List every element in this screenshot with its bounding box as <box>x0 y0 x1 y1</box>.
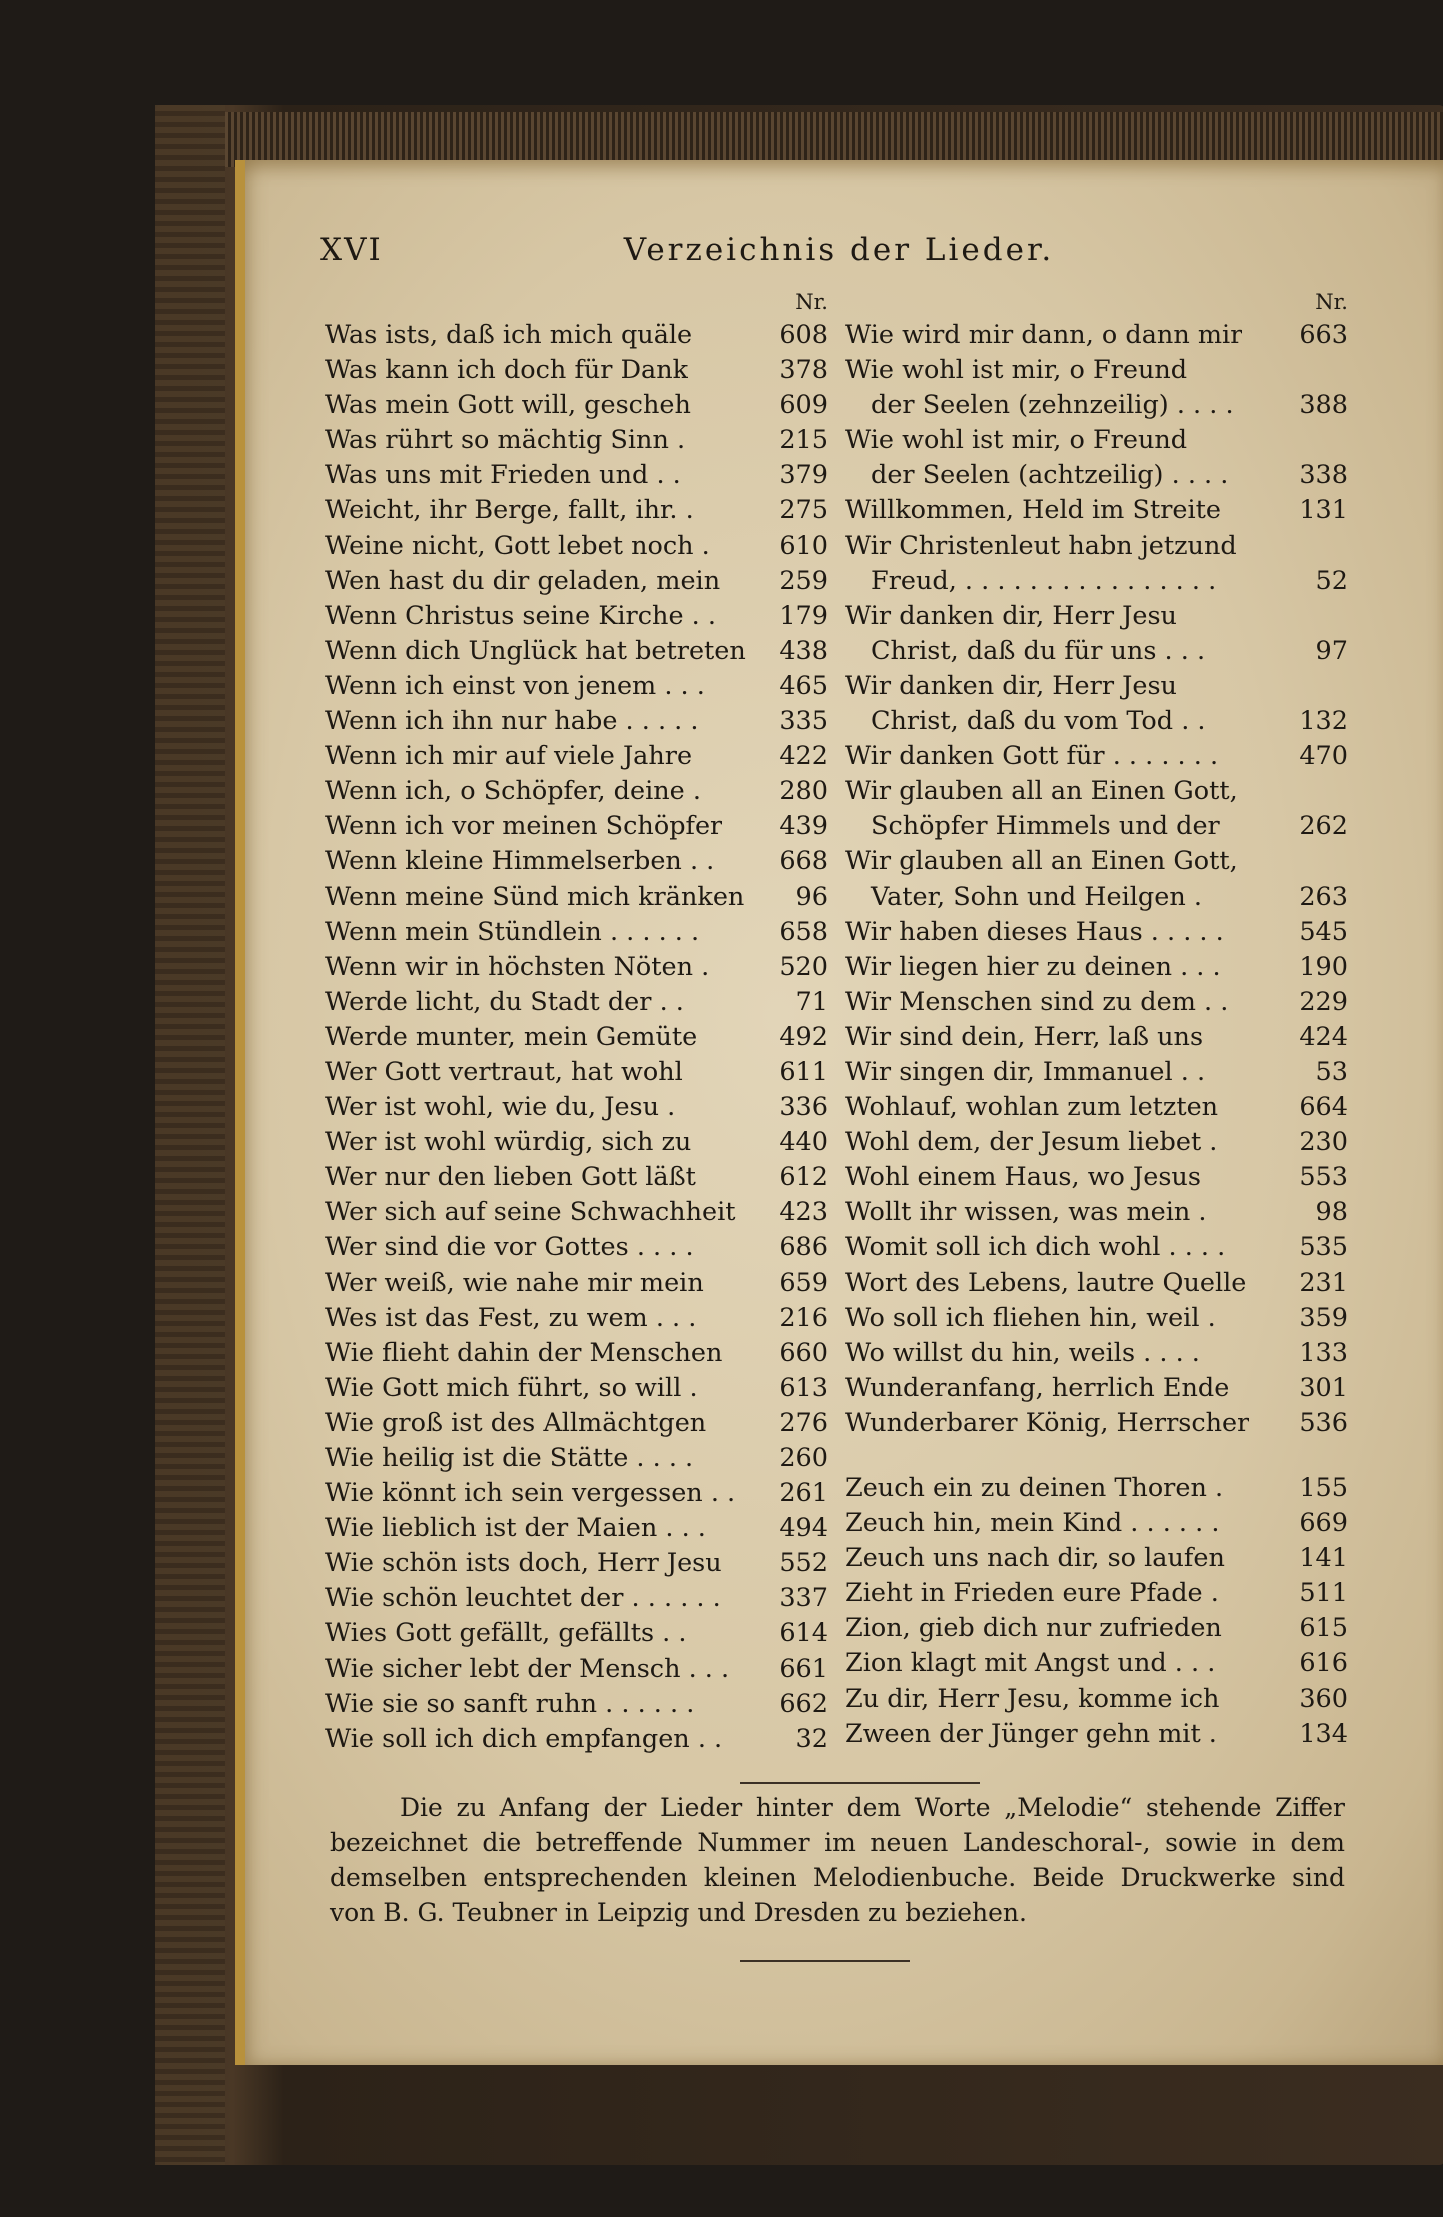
entry-title: Wer sind die vor Gottes . . . . <box>325 1232 694 1263</box>
entry-title: Zween der Jünger gehn mit . <box>845 1718 1217 1749</box>
index-entry <box>325 423 828 458</box>
entry-number: 440 <box>779 1127 828 1158</box>
index-entry <box>325 1160 828 1195</box>
index-entry <box>325 1266 828 1301</box>
entry-number: 276 <box>779 1407 828 1438</box>
index-entry <box>845 1717 1348 1752</box>
entry-number: 259 <box>779 565 828 596</box>
index-entry <box>325 669 828 704</box>
index-entry <box>845 1160 1348 1195</box>
index-entry <box>845 423 1348 458</box>
entry-title: Womit soll ich dich wohl . . . . <box>845 1232 1226 1263</box>
entry-number: 388 <box>1299 390 1348 421</box>
index-entry <box>845 1471 1348 1506</box>
index-entry <box>325 1511 828 1546</box>
column-head: Nr. <box>795 290 828 314</box>
index-entry <box>845 985 1348 1020</box>
entry-number: 32 <box>795 1723 828 1754</box>
entry-title: Christ, daß du für uns . . . <box>871 635 1206 666</box>
entry-title: Wir danken dir, Herr Jesu <box>845 600 1177 631</box>
entry-title: Wen hast du dir geladen, mein <box>325 565 721 596</box>
column-head: Nr. <box>1315 290 1348 314</box>
entry-number: 492 <box>779 1021 828 1052</box>
index-entry <box>325 774 828 809</box>
entry-title: Zion klagt mit Angst und . . . <box>845 1648 1216 1679</box>
entry-title: Wir singen dir, Immanuel . . <box>845 1056 1206 1087</box>
entry-number: 379 <box>779 460 828 491</box>
index-entry <box>325 1616 828 1651</box>
entry-number: 613 <box>779 1372 828 1403</box>
entry-title: Wenn wir in höchsten Nöten . <box>325 951 710 982</box>
entry-title: Wer Gott vertraut, hat wohl <box>325 1056 683 1087</box>
entry-title: Wie groß ist des Allmächtgen <box>325 1407 707 1438</box>
entry-title: Wie heilig ist die Stätte . . . . <box>325 1443 694 1473</box>
entry-title: Wie wird mir dann, o dann mir <box>845 320 1243 350</box>
entry-number: 216 <box>779 1302 828 1333</box>
divider-rule <box>740 1960 910 1962</box>
entry-number: 424 <box>1299 1021 1348 1052</box>
entry-title: Wir sind dein, Herr, laß uns <box>845 1021 1204 1052</box>
index-entry <box>325 985 828 1020</box>
index-entry <box>325 1020 828 1055</box>
index-entry <box>845 1541 1348 1576</box>
divider-rule <box>740 1782 980 1784</box>
right-column <box>845 290 1348 1752</box>
entry-title: Zion, gieb dich nur zufrieden <box>845 1613 1222 1644</box>
index-entry <box>845 1020 1348 1055</box>
entry-number: 230 <box>1299 1127 1348 1158</box>
footnote: Die zu Anfang der Lieder hinter dem Worte „Melodie“ stehende Ziffer bezeichnet die betreffende Nummer im neuen Landeschoral-, sowie in dem demselben entsprechenden kleinen Melodienbuche. Beide Druckwerke sind von B. G. Teubner in Leipzig und Dresden zu beziehen. <box>330 1793 1345 1927</box>
entry-number: 215 <box>779 425 828 456</box>
index-entry <box>845 318 1348 353</box>
entry-title: Wir haben dieses Haus . . . . . <box>845 916 1224 947</box>
entry-title: Wie sicher lebt der Mensch . . . <box>325 1653 730 1684</box>
index-entry <box>845 950 1348 985</box>
entry-number: 610 <box>779 530 828 561</box>
entry-number: 263 <box>1299 881 1348 912</box>
entry-title: Wie flieht dahin der Menschen <box>325 1337 723 1368</box>
index-entry <box>325 388 828 423</box>
entry-number: 686 <box>779 1232 828 1263</box>
index-entry <box>845 1611 1348 1646</box>
entry-title: Wies Gott gefällt, gefällts . . <box>325 1618 687 1649</box>
index-entry <box>845 915 1348 950</box>
entry-title: Wer weiß, wie nahe mir mein <box>325 1267 704 1298</box>
entry-title: Zeuch ein zu deinen Thoren . <box>845 1473 1224 1503</box>
gilt-edge <box>235 160 245 2065</box>
entry-title: Wenn kleine Himmelserben . . <box>325 846 715 877</box>
index-entry <box>845 353 1348 388</box>
index-entry <box>325 1652 828 1687</box>
entry-title: Wie sie so sanft ruhn . . . . . . <box>325 1688 695 1719</box>
entry-number: 360 <box>1299 1683 1348 1714</box>
entry-number: 662 <box>779 1688 828 1719</box>
entry-number: 96 <box>795 881 828 912</box>
entry-title: Wer nur den lieben Gott läßt <box>325 1162 696 1193</box>
index-entry <box>325 809 828 844</box>
entry-number: 668 <box>779 846 828 877</box>
index-entry <box>325 564 828 599</box>
book-page <box>235 160 1443 2065</box>
entry-title: Vater, Sohn und Heilgen . <box>871 881 1202 912</box>
entry-number: 616 <box>1299 1648 1348 1679</box>
index-entry <box>845 669 1348 704</box>
index-entry <box>325 1230 828 1265</box>
index-entry <box>845 458 1348 493</box>
entry-number: 658 <box>779 916 828 947</box>
entry-title: Was rührt so mächtig Sinn . <box>325 425 686 456</box>
entry-number: 660 <box>779 1337 828 1368</box>
entry-number: 260 <box>779 1443 828 1473</box>
entry-number: 465 <box>779 670 828 701</box>
entry-number: 359 <box>1299 1302 1348 1333</box>
entry-number: 609 <box>779 390 828 421</box>
index-entry <box>325 844 828 879</box>
index-entry <box>325 493 828 528</box>
entry-number: 190 <box>1299 951 1348 982</box>
entry-title: Wo willst du hin, weils . . . . <box>845 1337 1200 1368</box>
index-entry <box>845 599 1348 634</box>
entry-number: 661 <box>779 1653 828 1684</box>
entry-title: Werde munter, mein Gemüte <box>325 1021 698 1052</box>
entry-number: 261 <box>779 1478 828 1509</box>
index-entry <box>845 1506 1348 1541</box>
index-entry <box>325 1055 828 1090</box>
page-block-top-edge <box>225 112 1443 167</box>
entry-title: Wenn mein Stündlein . . . . . . <box>325 916 700 947</box>
entry-number: 520 <box>779 951 828 982</box>
index-entry <box>325 1336 828 1371</box>
index-entry <box>845 1682 1348 1717</box>
entry-title: Wenn ich ihn nur habe . . . . . <box>325 706 699 737</box>
entry-title: Wie wohl ist mir, o Freund <box>845 425 1188 456</box>
entry-number: 439 <box>779 811 828 842</box>
entry-title: Wir liegen hier zu deinen . . . <box>845 951 1221 982</box>
entry-number: 275 <box>779 495 828 526</box>
index-entry <box>845 1336 1348 1371</box>
entry-title: Wohlauf, wohlan zum letzten <box>845 1092 1219 1123</box>
entry-number: 134 <box>1299 1718 1348 1749</box>
index-entry <box>845 1371 1348 1406</box>
index-entry <box>845 1055 1348 1090</box>
entry-title: Wir Menschen sind zu dem . . <box>845 986 1229 1017</box>
index-entry <box>325 458 828 493</box>
entry-number: 545 <box>1299 916 1348 947</box>
entry-title: Was uns mit Frieden und . . <box>325 460 681 491</box>
entry-number: 536 <box>1299 1407 1348 1438</box>
entry-title: Zeuch hin, mein Kind . . . . . . <box>845 1508 1220 1539</box>
entry-title: Wes ist das Fest, zu wem . . . <box>325 1302 697 1333</box>
entry-number: 494 <box>779 1513 828 1544</box>
entry-title: Wie könnt ich sein vergessen . . <box>325 1478 736 1509</box>
entry-number: 132 <box>1299 706 1348 737</box>
entry-number: 131 <box>1299 495 1348 526</box>
entry-title: Christ, daß du vom Tod . . <box>871 706 1206 737</box>
index-entry <box>325 1301 828 1336</box>
index-entry <box>845 739 1348 774</box>
page-number: XVI <box>320 232 383 268</box>
entry-title: Freud, . . . . . . . . . . . . . . . . <box>871 565 1217 596</box>
entry-title: Werde licht, du Stadt der . . <box>325 986 684 1017</box>
entry-title: Wir danken dir, Herr Jesu <box>845 670 1177 701</box>
entry-number: 98 <box>1315 1197 1348 1228</box>
entry-number: 612 <box>779 1162 828 1193</box>
index-entry <box>325 880 828 915</box>
entry-number: 422 <box>779 741 828 772</box>
entry-title: Zu dir, Herr Jesu, komme ich <box>845 1683 1220 1714</box>
index-entry <box>845 774 1348 809</box>
entry-title: der Seelen (achtzeilig) . . . . <box>871 460 1229 491</box>
entry-number: 53 <box>1315 1056 1348 1087</box>
entry-title: Wie schön leuchtet der . . . . . . <box>325 1583 721 1614</box>
entry-title: Wie Gott mich führt, so will . <box>325 1372 698 1403</box>
left-column <box>325 290 828 1757</box>
entry-number: 338 <box>1299 460 1348 491</box>
entry-number: 97 <box>1315 635 1348 666</box>
index-entry <box>325 1371 828 1406</box>
index-entry <box>325 1722 828 1757</box>
entry-title: Wenn dich Unglück hat betreten <box>325 635 746 666</box>
entry-title: Wer ist wohl würdig, sich zu <box>325 1127 692 1158</box>
index-entry <box>325 704 828 739</box>
entry-number: 262 <box>1299 811 1348 842</box>
entry-title: Wenn meine Sünd mich kränken <box>325 881 745 912</box>
entry-number: 229 <box>1299 986 1348 1017</box>
entry-number: 423 <box>779 1197 828 1228</box>
page-header <box>320 232 1358 272</box>
index-entry <box>845 1576 1348 1611</box>
index-entry <box>325 318 828 353</box>
index-entry <box>325 599 828 634</box>
index-entry <box>325 1581 828 1616</box>
entry-title: Zeuch uns nach dir, so laufen <box>845 1543 1225 1574</box>
entry-title: Wohl dem, der Jesum liebet . <box>845 1127 1218 1158</box>
entry-number: 231 <box>1299 1267 1348 1298</box>
entry-title: Zieht in Frieden eure Pfade . <box>845 1578 1219 1609</box>
index-entry <box>325 1406 828 1441</box>
index-entry <box>325 739 828 774</box>
entry-number: 470 <box>1299 741 1348 772</box>
entry-title: Wunderanfang, herrlich Ende <box>845 1372 1230 1403</box>
entry-number: 535 <box>1299 1232 1348 1263</box>
entry-number: 378 <box>779 355 828 386</box>
entry-title: Wenn ich mir auf viele Jahre <box>325 741 693 772</box>
index-entry <box>325 1546 828 1581</box>
index-entry <box>325 353 828 388</box>
entry-number: 669 <box>1299 1508 1348 1539</box>
entry-title: Wie wohl ist mir, o Freund <box>845 355 1188 386</box>
entry-number: 608 <box>779 320 828 350</box>
index-entry <box>845 1301 1348 1336</box>
entry-number: 615 <box>1299 1613 1348 1644</box>
entry-number: 659 <box>779 1267 828 1298</box>
index-entry <box>325 1125 828 1160</box>
entry-title: Wie soll ich dich empfangen . . <box>325 1723 723 1754</box>
entry-number: 663 <box>1299 320 1348 350</box>
entry-number: 141 <box>1299 1543 1348 1574</box>
index-entry <box>845 880 1348 915</box>
index-entry <box>845 1230 1348 1265</box>
entry-title: Wer ist wohl, wie du, Jesu . <box>325 1092 676 1123</box>
index-entry <box>845 529 1348 564</box>
book-spine <box>155 105 225 2165</box>
entry-title: der Seelen (zehnzeilig) . . . . <box>871 390 1234 421</box>
entry-title: Wie schön ists doch, Herr Jesu <box>325 1548 722 1579</box>
entry-number: 179 <box>779 600 828 631</box>
page-title: Verzeichnis der Lieder. <box>623 232 1055 268</box>
index-entry <box>845 388 1348 423</box>
entry-number: 614 <box>779 1618 828 1649</box>
entry-title: Wir glauben all an Einen Gott, <box>845 776 1238 807</box>
index-entry <box>325 1687 828 1722</box>
entry-title: Was mein Gott will, gescheh <box>325 390 691 421</box>
entry-number: 552 <box>779 1548 828 1579</box>
index-entry <box>325 1090 828 1125</box>
index-entry <box>845 1646 1348 1681</box>
entry-number: 438 <box>779 635 828 666</box>
index-entry <box>325 1476 828 1511</box>
index-entry <box>845 634 1348 669</box>
entry-number: 664 <box>1299 1092 1348 1123</box>
entry-number: 155 <box>1299 1473 1348 1503</box>
section-gap <box>845 1441 1348 1471</box>
index-entry <box>845 704 1348 739</box>
entry-number: 553 <box>1299 1162 1348 1193</box>
index-entry <box>325 529 828 564</box>
entry-title: Wenn Christus seine Kirche . . <box>325 600 716 631</box>
entry-title: Wenn ich, o Schöpfer, deine . <box>325 776 701 807</box>
entry-number: 336 <box>779 1092 828 1123</box>
entry-title: Wenn ich einst von jenem . . . <box>325 670 705 701</box>
entry-number: 511 <box>1299 1578 1348 1609</box>
entry-number: 335 <box>779 706 828 737</box>
entry-title: Wir Christenleut habn jetzund <box>845 530 1237 561</box>
entry-title: Wort des Lebens, lautre Quelle <box>845 1267 1247 1298</box>
entry-title: Wenn ich vor meinen Schöpfer <box>325 811 723 842</box>
index-entry <box>325 1195 828 1230</box>
index-entry <box>325 915 828 950</box>
entry-title: Wunderbarer König, Herrscher <box>845 1407 1250 1438</box>
index-entry <box>845 844 1348 879</box>
entry-number: 611 <box>779 1056 828 1087</box>
index-entry <box>325 1441 828 1476</box>
entry-title: Was kann ich doch für Dank <box>325 355 689 386</box>
entry-number: 52 <box>1315 565 1348 596</box>
index-entry <box>845 1090 1348 1125</box>
entry-title: Wohl einem Haus, wo Jesus <box>845 1162 1201 1193</box>
index-entry <box>845 1406 1348 1441</box>
entry-number: 71 <box>795 986 828 1017</box>
entry-title: Willkommen, Held im Streite <box>845 495 1221 526</box>
entry-title: Weine nicht, Gott lebet noch . <box>325 530 710 561</box>
index-entry <box>845 809 1348 844</box>
entry-title: Wir glauben all an Einen Gott, <box>845 846 1238 877</box>
entry-title: Weicht, ihr Berge, fallt, ihr. . <box>325 495 694 526</box>
index-entry <box>845 1266 1348 1301</box>
index-entry <box>325 634 828 669</box>
entry-number: 337 <box>779 1583 828 1614</box>
entry-title: Schöpfer Himmels und der <box>871 811 1220 842</box>
entry-title: Wir danken Gott für . . . . . . . <box>845 741 1219 772</box>
entry-number: 301 <box>1299 1372 1348 1403</box>
entry-title: Wollt ihr wissen, was mein . <box>845 1197 1207 1228</box>
index-entry <box>845 564 1348 599</box>
entry-title: Wo soll ich fliehen hin, weil . <box>845 1302 1216 1333</box>
index-entry <box>845 1195 1348 1230</box>
entry-number: 133 <box>1299 1337 1348 1368</box>
entry-title: Wie lieblich ist der Maien . . . <box>325 1513 706 1544</box>
index-entry <box>845 493 1348 528</box>
entry-title: Wer sich auf seine Schwachheit <box>325 1197 736 1228</box>
index-entry <box>845 1125 1348 1160</box>
index-entry <box>325 950 828 985</box>
entry-number: 280 <box>779 776 828 807</box>
entry-title: Was ists, daß ich mich quäle <box>325 320 693 350</box>
